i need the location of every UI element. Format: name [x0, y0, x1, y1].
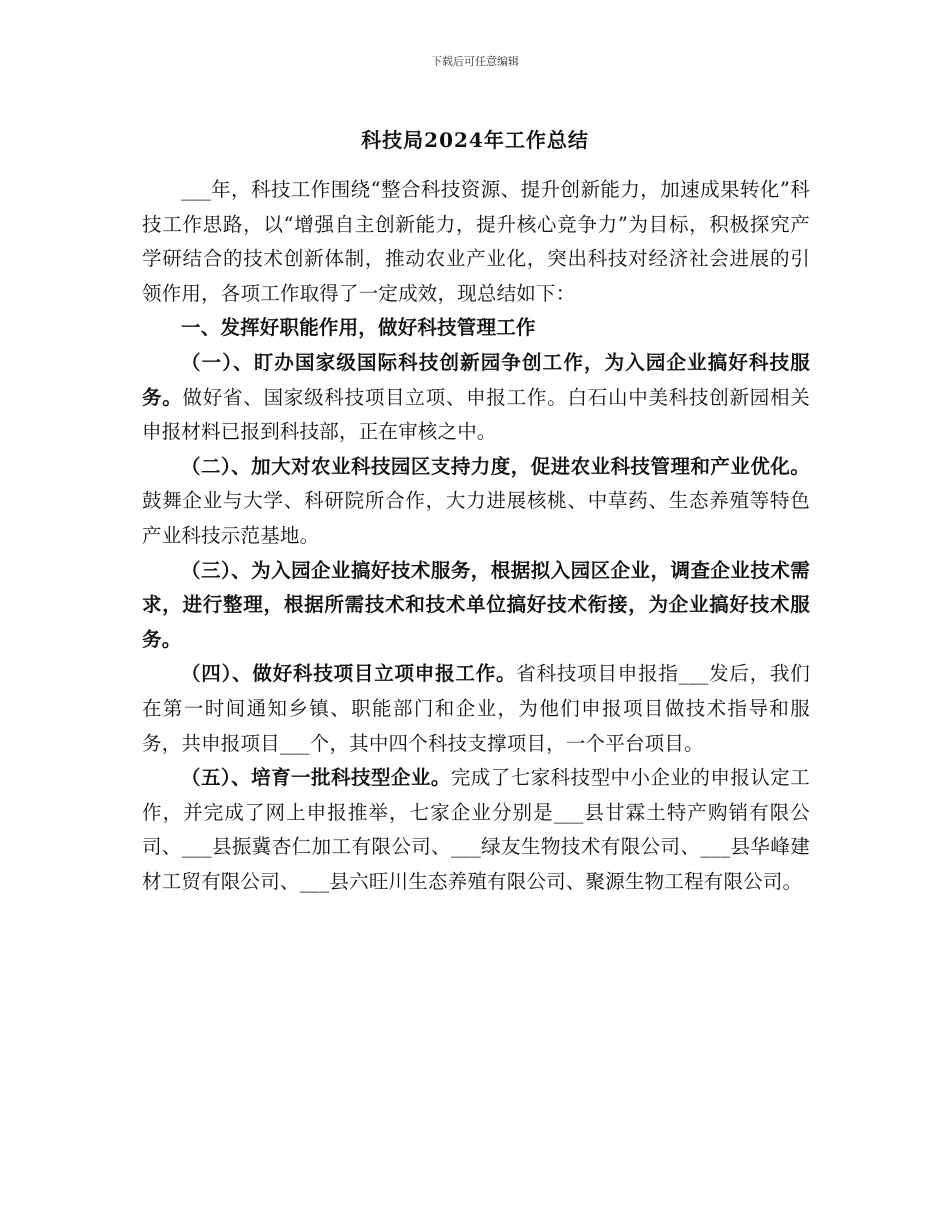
- document-title: 科技局2024年工作总结: [361, 128, 589, 152]
- item-paragraph-2: [142, 450, 810, 554]
- item-rest-4: 省科技项目申报指___发后，我们在第一时间通知乡镇、职能部门和企业，为他们申报项目做技术指导和服务，共申报项目___个，其中四个科技支撑项目，一个平台项目。: [142, 662, 810, 755]
- item-paragraph-5: [142, 761, 810, 899]
- item-rest-2: 鼓舞企业与大学、科研院所合作，大力进展核桃、中草药、生态养殖等特色产业科技示范基地。: [142, 489, 810, 547]
- item-lead-2: （二）、加大对农业科技园区支持力度，促进农业科技管理和产业优化。: [181, 454, 810, 478]
- item-lead-5: （五）、培育一批科技型企业。: [181, 766, 451, 790]
- item-rest-5: 完成了七家科技型中小企业的申报认定工作，并完成了网上申报推举，七家企业分别是___县甘霖土特产购销有限公司、___县振冀杏仁加工有限公司、___绿友生物技术有限公司、___县华峰建材工贸有限公司、___县六旺川生态养殖有限公司、聚源生物工程有限公司。: [142, 766, 810, 893]
- page-header-note: 下载后可任意编辑: [431, 55, 519, 68]
- section-heading-1: 一、发挥好职能作用，做好科技管理工作: [181, 316, 536, 340]
- item-lead-3: （三）、为入园企业搞好技术服务，根据拟入园区企业，调查企业技术需求，进行整理，根据所需技术和技术单位搞好技术衔接，为企业搞好技术服务。: [142, 558, 810, 651]
- item-paragraph-1: [142, 346, 810, 450]
- document-body: [142, 173, 810, 899]
- item-lead-4: （四）、做好科技项目立项申报工作。: [181, 662, 517, 686]
- item-paragraph-4: [142, 657, 810, 761]
- item-paragraph-3: [142, 554, 810, 658]
- intro-paragraph: ___年，科技工作围绕“整合科技资源、提升创新能力，加速成果转化”科技工作思路，以“增强自主创新能力，提升核心竞争力”为目标，积极探究产学研结合的技术创新体制，推动农业产业化，突出科技对经济社会进展的引领作用，各项工作取得了一定成效，现总结如下：: [142, 178, 810, 305]
- item-lead-1: （一）、盯办国家级国际科技创新园争创工作，为入园企业搞好科技服务。: [142, 350, 810, 409]
- item-rest-1: 做好省、国家级科技项目立项、申报工作。白石山中美科技创新园相关申报材料已报到科技部，正在审核之中。: [142, 385, 811, 444]
